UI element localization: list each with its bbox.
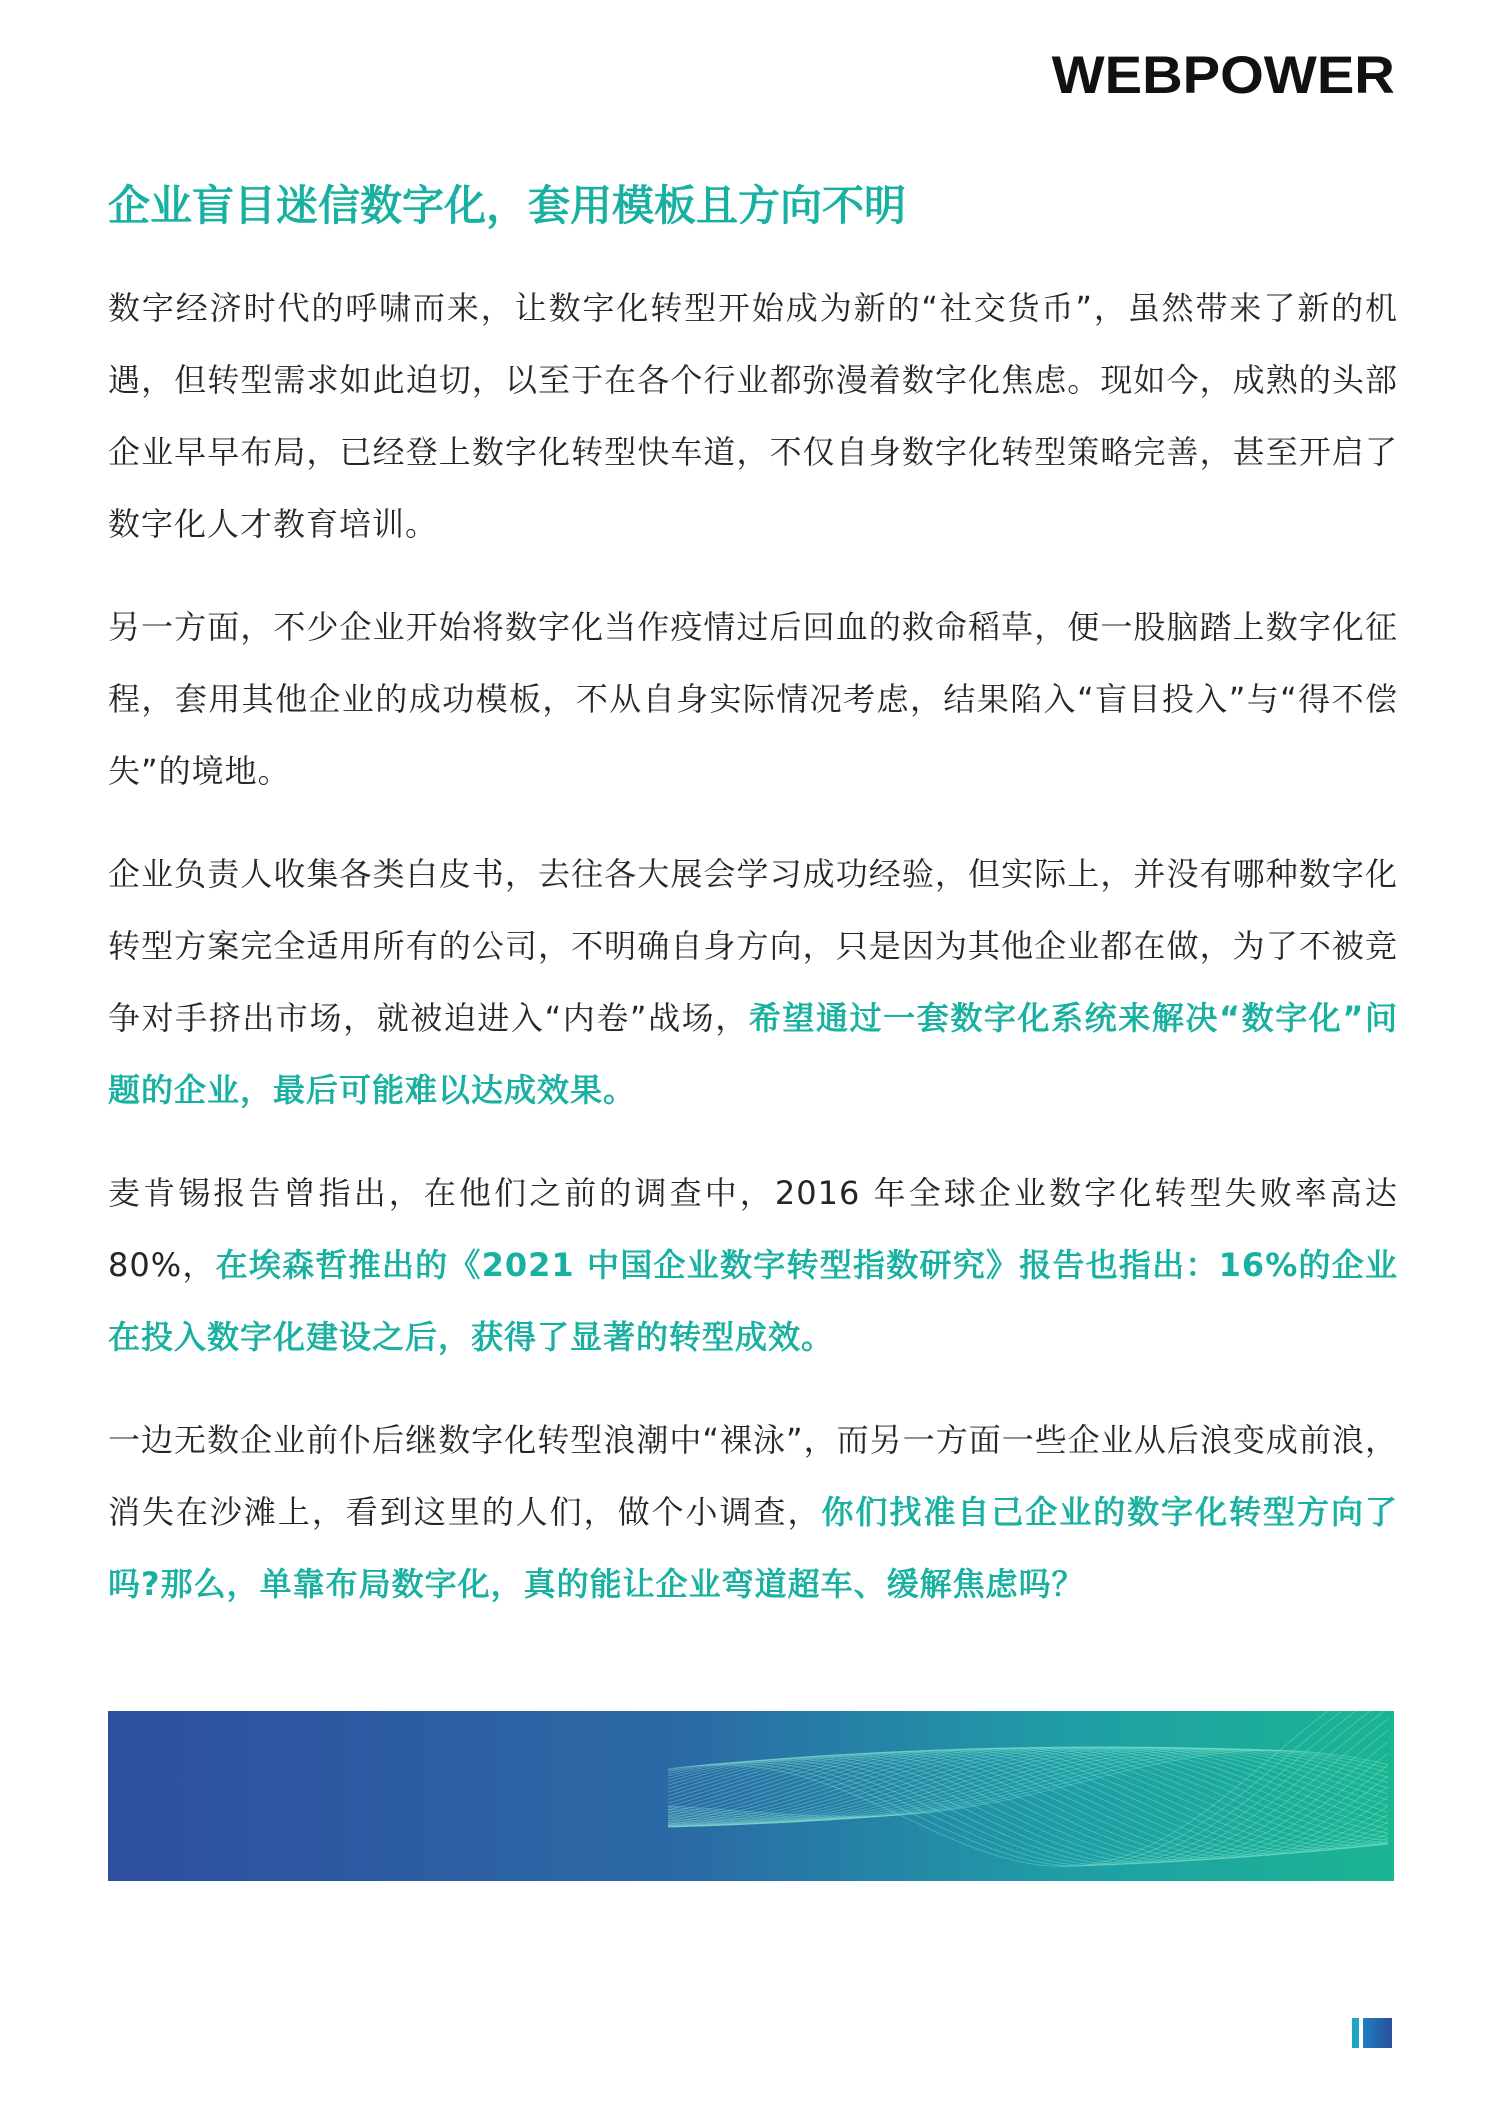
paragraph-5 — [108, 1404, 1398, 1620]
paragraph-4 — [108, 1157, 1398, 1373]
paragraph-1 — [108, 272, 1398, 560]
paragraph-4-highlight: 在埃森哲推出的《2021 中国企业数字转型指数研究》报告也指出：16%的企业在投入数字化建设之后，获得了显著的转型成效。 — [108, 1246, 1398, 1356]
paragraph-3 — [108, 838, 1398, 1126]
section-title: 企业盲目迷信数字化，套用模板且方向不明 — [108, 181, 907, 230]
paragraph-3-highlight: 希望通过一套数字化系统来解决“数字化”问题的企业，最后可能难以达成效果。 — [108, 999, 1398, 1109]
webpower-logo: WEBPOWER — [1051, 46, 1395, 105]
paragraph-5-highlight: 你们找准自己企业的数字化转型方向了吗?那么，单靠布局数字化，真的能让企业弯道超车、缓解焦虑吗？ — [108, 1493, 1398, 1603]
page-marker-icon — [1352, 2018, 1392, 2048]
paragraph-5-text: 一边无数企业前仆后继数字化转型浪潮中“裸泳”，而另一方面一些企业从后浪变成前浪，消失在沙滩上，看到这里的人们，做个小调查， — [108, 1421, 1398, 1531]
paragraph-2 — [108, 591, 1398, 807]
paragraph-4-text: 麦肯锡报告曾指出，在他们之前的调查中，2016 年全球企业数字化转型失败率高达 80%， — [108, 1174, 1398, 1284]
paragraph-3-text: 企业负责人收集各类白皮书，去往各大展会学习成功经验，但实际上，并没有哪种数字化转型方案完全适用所有的公司，不明确自身方向，只是因为其他企业都在做，为了不被竞争对手挤出市场，就被迫进入“内卷”战场， — [108, 855, 1398, 1037]
article-body — [108, 272, 1398, 1651]
paragraph-2-text: 另一方面，不少企业开始将数字化当作疫情过后回血的救命稻草，便一股脑踏上数字化征程，套用其他企业的成功模板，不从自身实际情况考虑，结果陷入“盲目投入”与“得不偿失”的境地。 — [108, 608, 1398, 790]
decorative-wave-banner — [108, 1711, 1394, 1881]
wave-lines-graphic — [108, 1711, 1394, 1881]
paragraph-1-text: 数字经济时代的呼啸而来，让数字化转型开始成为新的“社交货币”，虽然带来了新的机遇，但转型需求如此迫切，以至于在各个行业都弥漫着数字化焦虑。现如今，成熟的头部企业早早布局，已经登上数字化转型快车道，不仅自身数字化转型策略完善，甚至开启了数字化人才教育培训。 — [108, 289, 1398, 543]
